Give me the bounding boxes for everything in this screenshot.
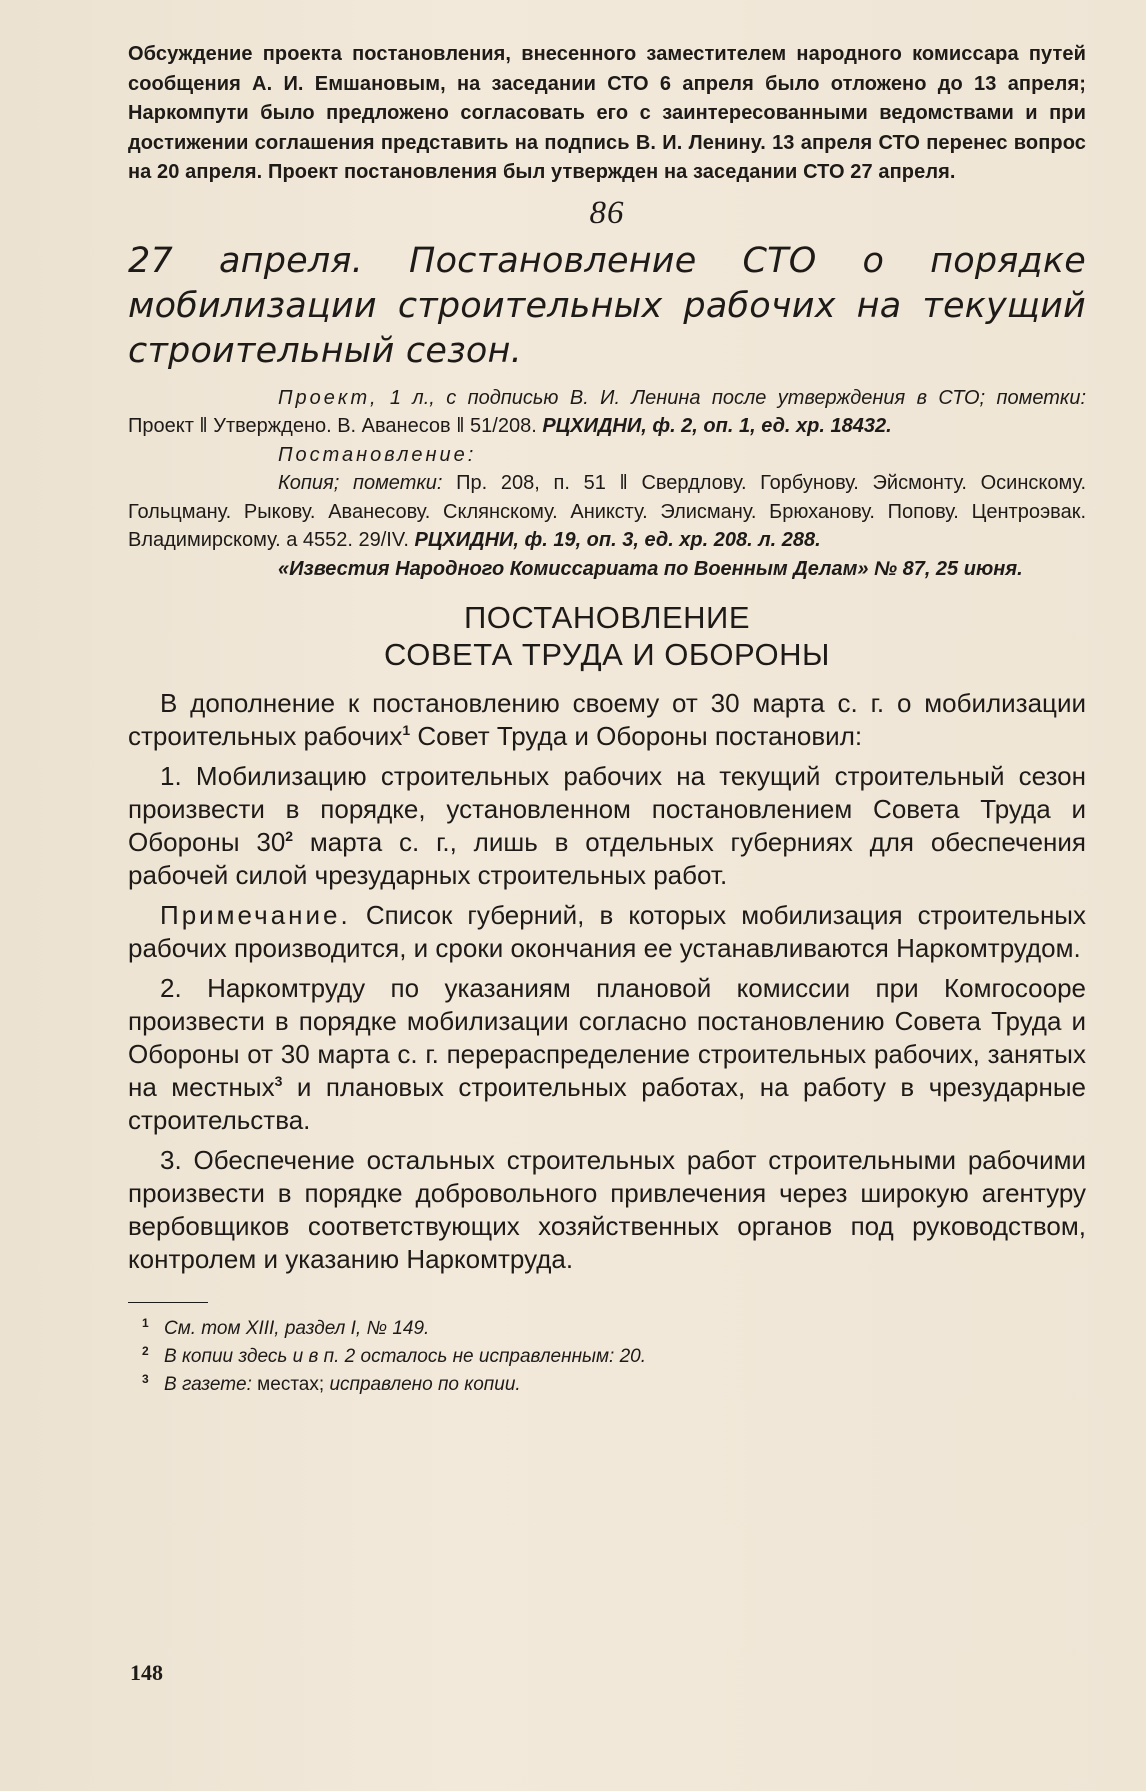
clause-1-text-a: 1. Мобилизацию строительных рабочих на текущий строительный сезон произвести в порядке, установленном постановлением Совета Труда и Обороны 30 [128, 761, 1086, 857]
footnote-text-b: местах; [251, 1374, 330, 1395]
footnote-1 [128, 1315, 1086, 1343]
preamble [128, 687, 1086, 753]
document-title: 27 апреля. Постановление СТО о порядке мобилизации строительных рабочих на текущий строительный сезон. [128, 240, 1086, 371]
footnote-text-a: В газете: [164, 1374, 252, 1395]
decree-label: Постановление: [278, 443, 477, 466]
decree-body [128, 687, 1086, 1276]
archival-decree-label [128, 441, 1086, 470]
footnotes [128, 1315, 1086, 1399]
footnote-divider [128, 1302, 208, 1303]
footnote-ref-1: 1 [402, 722, 411, 738]
clause-2 [128, 972, 1086, 1137]
newspaper-ref: «Известия Народного Комиссариата по Военным Делам» № 87, 25 июня. [278, 557, 1023, 580]
decree-heading-line-1: ПОСТАНОВЛЕНИЕ [463, 600, 751, 635]
page-number: 148 [130, 1660, 163, 1685]
footnote-ref-3: 3 [274, 1073, 283, 1089]
footnote-mark: 3 [142, 1372, 149, 1386]
clause-2-text-b: и плановых строительных работах, на работу в чрезударные строительства. [128, 1072, 1086, 1135]
archival-notes [128, 384, 1086, 584]
copy-ref: РЦХИДНИ, ф. 19, оп. 3, ед. хр. 208. л. 288. [414, 529, 821, 551]
document-number: 86 [589, 194, 625, 231]
intro-paragraph: Обсуждение проекта постановления, внесенного заместителем народного комиссара путей сообщения А. И. Емшановым, на заседании СТО 6 апреля было отложено до 13 апреля; Наркомпути было предложено согласовать его с заинтересованными ведомствами и при достижении соглашения представить на подпись В. И. Ленину. 13 апреля СТО перенес вопрос на 20 апреля. Проект постановления был утвержден на заседании СТО 27 апреля. [128, 43, 1086, 183]
footnote-ref-2: 2 [285, 828, 294, 844]
clause-1-text-b: марта с. г., лишь в отдельных губерниях для обеспечения рабочей силой чрезударных строительных работ. [128, 827, 1087, 890]
copy-marks: Пр. 208, п. 51 ‖ Свердлову. Горбунову. Эйсмонту. Осинскому. Гольцману. Рыкову. Аванесову. Склянскому. Аникcту. Элисману. Брюханову. Попову. Центроэвак. Владимирскому. а 4552. 29/IV. [128, 472, 1087, 551]
archival-copy [128, 469, 1086, 555]
archival-project [128, 384, 1086, 441]
project-marks: Проект ‖ Утверждено. В. Аванесов ‖ 51/208. [128, 415, 537, 437]
preamble-text-b: Совет Труда и Обороны постановил: [410, 721, 863, 751]
preamble-text-a: В дополнение к постановлению своему от 30 марта с. г. о мобилизации строительных рабочих [128, 688, 1086, 751]
project-desc: 1 л., с подписью В. И. Ленина после утверждения в СТО; пометки: [389, 386, 1086, 409]
decree-heading-line-2: СОВЕТА ТРУДА И ОБОРОНЫ [384, 637, 830, 672]
project-ref: РЦХИДНИ, ф. 2, оп. 1, ед. хр. 18432. [542, 415, 892, 437]
footnote-2 [128, 1343, 1086, 1371]
footnote-text: См. том XIII, раздел I, № 149. [164, 1318, 430, 1339]
footnote-mark: 1 [142, 1316, 149, 1330]
footnote-3 [128, 1371, 1086, 1399]
remark [128, 899, 1086, 965]
footnote-mark: 2 [142, 1344, 149, 1358]
footnote-text: В копии здесь и в п. 2 осталось не исправленным: 20. [164, 1346, 647, 1367]
footnote-text-c: исправлено по копии. [329, 1374, 521, 1395]
decree-heading [128, 599, 1086, 673]
page-content [128, 40, 1086, 1399]
clause-3: 3. Обеспечение остальных строительных работ строительными рабочими произвести в порядке добровольного привлечения через широкую агентуру вербовщиков соответствующих хозяйственных органов под руководством, контролем и указанию Наркомтруда. [128, 1145, 1086, 1274]
clause-1 [128, 760, 1086, 892]
project-label: Проект, [278, 386, 379, 409]
copy-label: Копия; пометки: [278, 472, 443, 494]
remark-label: Примечание. [160, 900, 351, 930]
remark-text: Список губерний, в которых мобилизация строительных рабочих производится, и сроки окончания ее устанавливаются Наркомтрудом. [128, 900, 1086, 963]
archival-newspaper [128, 555, 1086, 584]
clause-2-text-a: 2. Наркомтруду по указаниям плановой комиссии при Комгосооре произвести в порядке мобилизации согласно постановлению Совета Труда и Обороны от 30 марта с. г. перераспределение строительных рабочих, занятых на местных [128, 973, 1086, 1102]
